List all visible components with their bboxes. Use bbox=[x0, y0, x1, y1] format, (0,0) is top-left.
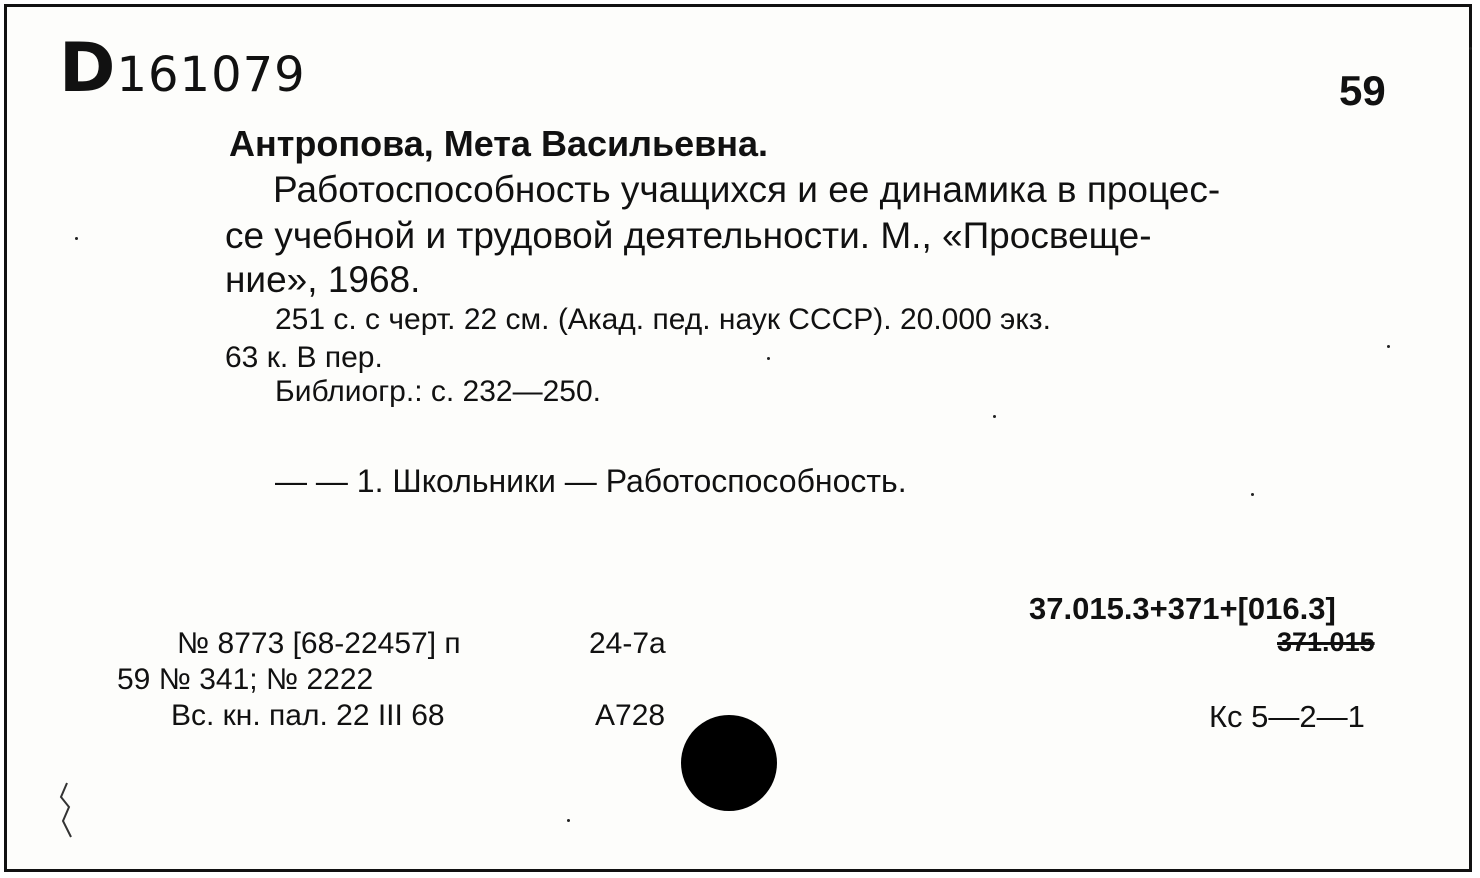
udc-struck-index: 371.015 bbox=[1277, 627, 1375, 657]
pencil-mark bbox=[47, 777, 87, 847]
price-binding: 63 к. В пер. bbox=[225, 341, 383, 374]
speck bbox=[1387, 345, 1390, 348]
page-number: 59 bbox=[1339, 67, 1386, 114]
udc-index: 37.015.3+371+[016.3] bbox=[1029, 591, 1336, 626]
punch-hole bbox=[681, 715, 777, 811]
title-line-2: се учебной и трудовой деятельности. М., «Просвеще- bbox=[225, 215, 1152, 256]
call-number-digits: 161079 bbox=[116, 47, 306, 103]
call-number bbox=[59, 29, 306, 108]
order-code: 24-7а bbox=[589, 627, 666, 660]
title-line-1: Работоспособность учащихся и ее динамика в процес- bbox=[273, 169, 1221, 210]
call-number-letter: D bbox=[59, 29, 117, 108]
physical-description: 251 с. с черт. 22 см. (Акад. пед. наук СССР). 20.000 экз. bbox=[275, 303, 1051, 336]
bibliography-note: Библиогр.: с. 232—250. bbox=[275, 375, 601, 408]
title-line-3: ние», 1968. bbox=[225, 259, 421, 300]
copy-numbers: 59 № 341; № 2222 bbox=[117, 663, 374, 696]
catalog-card bbox=[4, 4, 1472, 872]
author-heading: Антропова, Мета Васильевна. bbox=[229, 123, 769, 164]
speck bbox=[75, 237, 78, 240]
speck bbox=[1469, 47, 1472, 50]
chamber-code: А728 bbox=[595, 699, 666, 732]
chamber-date: Вс. кн. пал. 22 III 68 bbox=[171, 699, 445, 732]
speck bbox=[767, 357, 770, 360]
speck bbox=[1251, 493, 1254, 496]
subject-heading: — — 1. Школьники — Работоспособность. bbox=[275, 463, 907, 499]
speck bbox=[993, 415, 996, 418]
registration-number: № 8773 [68-22457] п bbox=[177, 627, 461, 660]
speck bbox=[567, 819, 570, 822]
classification-code: Кс 5—2—1 bbox=[1209, 699, 1365, 734]
